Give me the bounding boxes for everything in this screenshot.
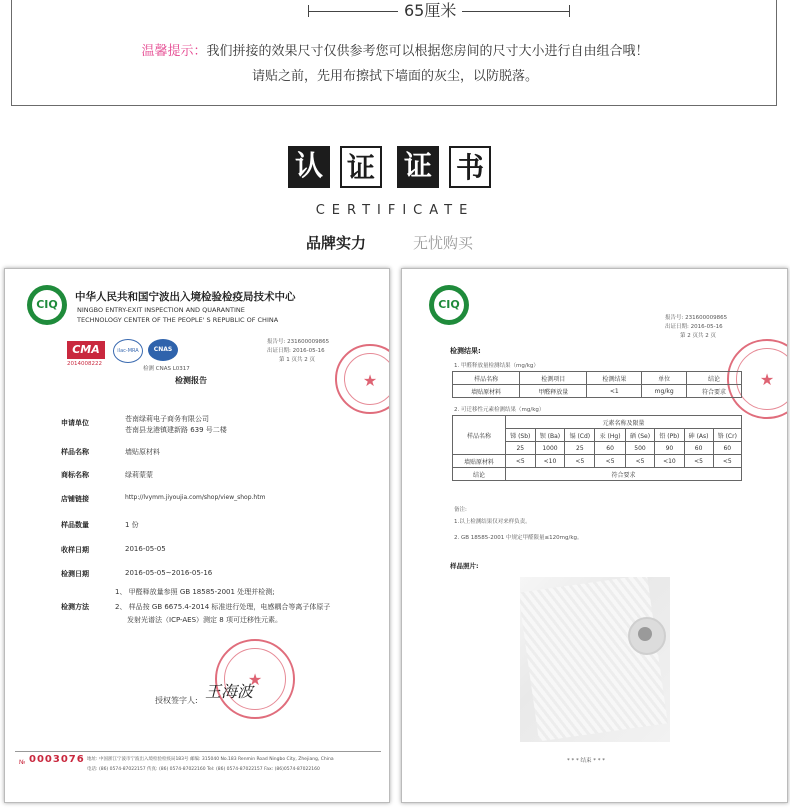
certificate-page-1	[4, 268, 390, 803]
note-1: 1.以上检测结果仅对来样负责。	[454, 519, 531, 525]
cma-badge: CMA	[67, 341, 105, 359]
sample-photo	[520, 577, 670, 742]
t2-limit: 60	[684, 442, 713, 455]
footer-rule	[15, 751, 381, 752]
t2-conclusion: 符合要求	[506, 468, 742, 481]
official-stamp-right: ★	[727, 339, 788, 419]
field-value-sample: 墙贴原材料	[125, 448, 160, 456]
ciq-logo-icon: CIQ	[27, 285, 67, 325]
t2-sample-header: 样品名称	[453, 416, 506, 455]
t2-element: 铅 (Pb)	[655, 429, 684, 442]
t2-element: 钡 (Ba)	[535, 429, 565, 442]
page-number: 第 1 页共 2 页	[279, 357, 315, 363]
results-title: 检测结果:	[450, 347, 481, 355]
org-name-en-1: NINGBO ENTRY-EXIT INSPECTION AND QUARANTINE	[77, 306, 245, 314]
footer-contact: 电话: (86) 0574-87022157 传真: (86) 0574-87022160 Tel: (86) 0574-87022157 Fax: (86)0574-87022160	[87, 767, 320, 772]
title-char-4: 书	[449, 146, 491, 188]
t1-header: 结论	[687, 372, 742, 385]
results-subtitle-1: 1. 甲醛释放量检测结果（mg/kg）	[454, 363, 539, 369]
t2-value: <5	[625, 455, 654, 468]
field-label-shop: 店铺链接	[61, 495, 89, 503]
field-value-method-2a: 2、 样品按 GB 6675.4-2014 标准进行处理，电感耦合等离子体原子	[115, 603, 331, 611]
t2-limit: 60	[595, 442, 625, 455]
dimension-tick-left	[308, 5, 309, 17]
tip-prefix: 温馨提示：	[141, 44, 207, 59]
results-subtitle-2: 2. 可迁移性元素检测结果（mg/kg）	[454, 407, 545, 413]
footer-address: 地址: 中国浙江宁波市宁波出入境检验检疫局183号 邮编: 315040 No.183 Renmin Road Ningbo City, Zhejiang, China	[87, 757, 334, 762]
t2-value: <5	[595, 455, 625, 468]
note-2: 2. GB 18585-2001 中规定甲醛限量≤120mg/kg。	[454, 535, 583, 541]
cma-number: 2014008222	[67, 361, 102, 367]
serial-number: 0003076	[29, 754, 85, 765]
t2-value: <5	[713, 455, 741, 468]
org-name-cn: 中华人民共和国宁波出入境检验检疫局技术中心	[75, 291, 296, 303]
t2-element: 汞 (Hg)	[595, 429, 625, 442]
certificate-english: CERTIFICATE	[315, 203, 475, 218]
roll-core	[638, 627, 652, 641]
t2-limit: 90	[655, 442, 684, 455]
t1-header: 样品名称	[453, 372, 520, 385]
roll-end	[628, 617, 666, 655]
t1-cell: 符合要求	[687, 385, 742, 398]
t2-value: <5	[565, 455, 595, 468]
report-number: 报告号: 231600009865	[267, 339, 330, 345]
report-number-2: 报告号: 231600009865	[665, 315, 728, 321]
dimension-tick-right	[569, 5, 570, 17]
tip-line-2: 请贴之前，先用布擦拭下墙面的灰尘，以防脱落。	[251, 69, 538, 84]
field-value-address: 苍南县龙港镇建新路 639 号二楼	[125, 426, 227, 434]
report-title: 检测报告	[175, 376, 207, 385]
formaldehyde-table	[452, 371, 742, 398]
tip-text-1: 我们拼接的效果尺寸仅供参考您可以根据您房间的尺寸大小进行自由组合哦！	[206, 44, 649, 59]
photo-label: 样品照片:	[450, 562, 479, 570]
end-marker: * * * 结束 * * *	[567, 758, 605, 764]
t2-row-name: 墙贴原材料	[453, 455, 506, 468]
official-stamp-top: ★	[335, 344, 390, 414]
serial-prefix: №	[19, 759, 26, 766]
t2-limit: 1000	[535, 442, 565, 455]
t2-value: <5	[506, 455, 536, 468]
t2-value: <5	[684, 455, 713, 468]
slogan-light: 无忧购买	[413, 234, 474, 252]
elements-table	[452, 415, 742, 481]
t2-element: 镉 (Cd)	[565, 429, 595, 442]
t2-limit: 25	[506, 442, 536, 455]
field-label-brand: 商标名称	[61, 471, 89, 479]
tip-line-1	[0, 40, 790, 59]
t2-group-header: 元素名称及限量	[506, 416, 742, 429]
field-value-test-date: 2016-05-05~2016-05-16	[125, 569, 213, 577]
field-value-quantity: 1 份	[125, 521, 139, 529]
field-label-sample: 样品名称	[61, 448, 89, 456]
field-value-method-2b: 发射光谱法（ICP-AES）测定 8 项可迁移性元素。	[127, 616, 282, 624]
t1-header: 检测项目	[520, 372, 587, 385]
field-label-applicant: 申请单位	[61, 419, 89, 427]
dimension-label: 65厘米	[398, 0, 462, 22]
t2-limit: 25	[565, 442, 595, 455]
t2-conclusion-label: 结论	[453, 468, 506, 481]
title-char-2: 证	[340, 146, 382, 188]
issue-date-2: 出证日期: 2016-05-16	[665, 324, 723, 330]
field-label-method: 检测方法	[61, 603, 89, 611]
t2-element: 砷 (As)	[684, 429, 713, 442]
official-stamp-bottom: ★	[215, 639, 295, 719]
ilac-badge: ilac-MRA	[113, 339, 143, 363]
t2-element: 铬 (Cr)	[713, 429, 741, 442]
cnas-badge: CNAS	[148, 339, 178, 361]
org-name-en-2: TECHNOLOGY CENTER OF THE PEOPLE' S REPUBLIC OF CHINA	[77, 316, 279, 324]
certificate-page-2	[401, 268, 788, 803]
t2-value: <10	[535, 455, 565, 468]
field-value-shop: http://lvymm.jiyoujia.com/shop/view_shop.htm	[125, 494, 266, 501]
field-label-test-date: 检测日期	[61, 570, 89, 578]
signer-label: 授权签字人:	[155, 696, 198, 705]
ciq-logo-icon-2: CIQ	[429, 285, 469, 325]
field-label-receive-date: 收样日期	[61, 546, 89, 554]
t2-element: 硒 (Se)	[625, 429, 654, 442]
t2-limit: 60	[713, 442, 741, 455]
note-label: 备注:	[454, 507, 467, 513]
cnas-caption: 检测 CNAS L0317	[143, 366, 190, 372]
t2-value: <10	[655, 455, 684, 468]
t2-element: 锑 (Sb)	[506, 429, 536, 442]
field-value-receive-date: 2016-05-05	[125, 545, 166, 553]
field-value-method-1: 1、 甲醛释放量参照 GB 18585-2001 处理并检测;	[115, 588, 275, 596]
field-label-quantity: 样品数量	[61, 521, 89, 529]
field-value-brand: 绿莉蒙蒙	[125, 471, 153, 479]
title-char-3: 证	[397, 146, 439, 188]
issue-date: 出证日期: 2016-05-16	[267, 348, 325, 354]
signature: 王海波	[205, 682, 254, 701]
title-char-1: 认	[288, 146, 330, 188]
t1-cell: 墙贴原材料	[453, 385, 520, 398]
t1-cell: mg/kg	[642, 385, 687, 398]
slogan-bold: 品牌实力	[306, 234, 367, 252]
t2-limit: 500	[625, 442, 654, 455]
t1-header: 单位	[642, 372, 687, 385]
wallpaper-sheet	[520, 577, 668, 741]
page-number-2: 第 2 页共 2 页	[680, 333, 716, 339]
t1-cell: <1	[587, 385, 642, 398]
field-value-applicant: 苍南绿莉电子商务有限公司	[125, 415, 209, 423]
t1-header: 检测结果	[587, 372, 642, 385]
t1-cell: 甲醛释放量	[520, 385, 587, 398]
